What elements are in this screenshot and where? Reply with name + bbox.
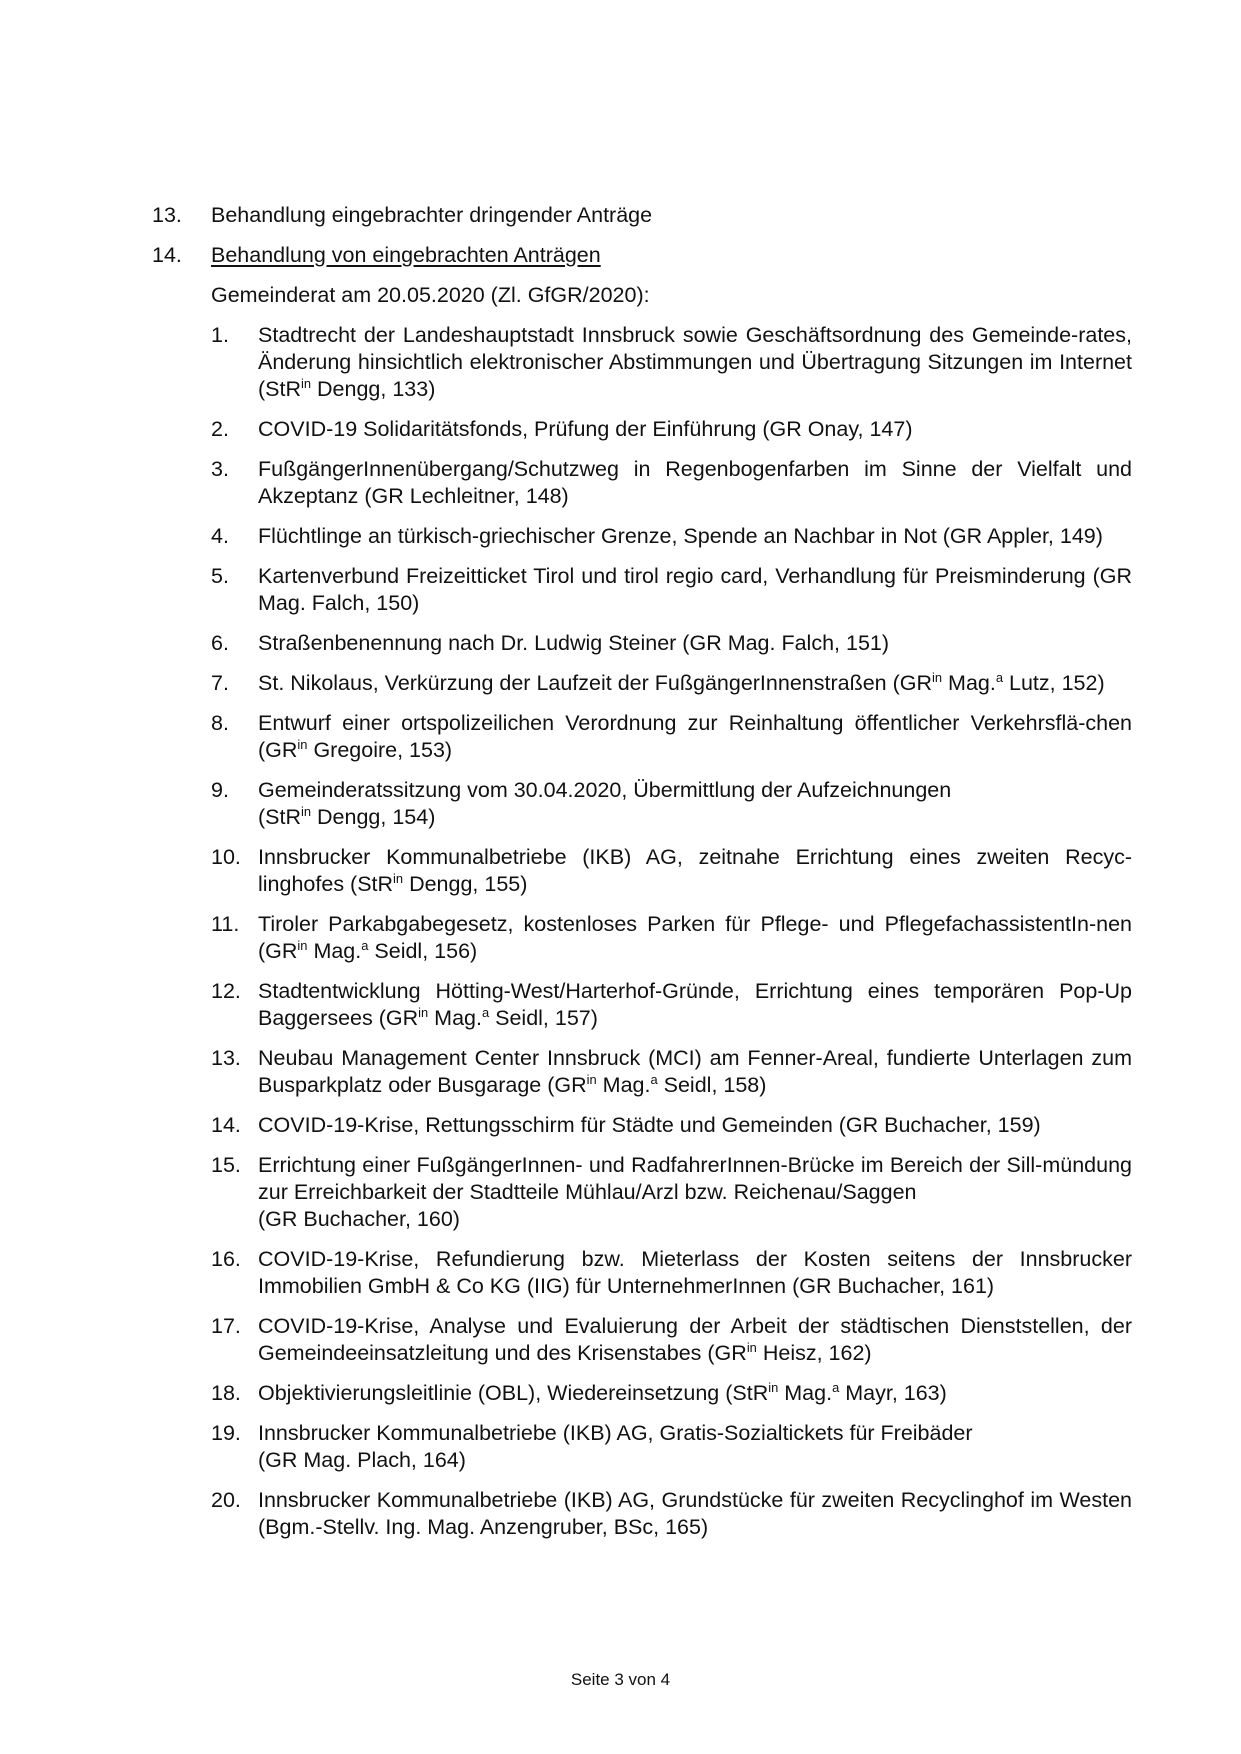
motion-text: Objektivierungsleitlinie (OBL), Wiedereinsetzung (StR$^{in}$ Mag.$^a$ Mayr, 163) xyxy=(258,1379,947,1405)
motion-text: Neubau Management Center Innsbruck (MCI) am Fenner-Areal, fundierte Unterlagen zum Busparkplatz oder Busgarage ($GR^{in}$ Mag.$^a$ Seidl, 158) xyxy=(258,1046,1132,1097)
motion-text: FußgängerInnenübergang/Schutzweg in Regenbogenfarben im Sinne der Vielfalt und Akzeptanz (GR Lechleitner, 148) xyxy=(258,457,1132,508)
motion-text: Straßenbenennung nach Dr. Ludwig Steiner (GR Mag. Falch, 151) xyxy=(258,631,890,655)
motion-number: 16. xyxy=(211,1247,241,1271)
motion-text: St. Nikolaus, Verkürzung der Laufzeit der FußgängerInnenstraßen ($GR^{in}$ Mag.$^a$ Lutz, 152) xyxy=(258,669,1105,695)
agenda-item-title: Behandlung eingebrachter dringender Anträge xyxy=(211,203,653,227)
motion-item xyxy=(211,670,1132,697)
motion-text: Stadtrecht der Landeshauptstadt Innsbruck sowie Geschäftsordnung des Gemeinde-rates, Änderung hinsichtlich elektronischer Abstimmungen und Übertragung Sitzungen im Internet (StR$^{in}$ Dengg, 133) xyxy=(258,323,1132,401)
motion-number: 6. xyxy=(211,631,229,655)
motion-text: Innsbrucker Kommunalbetriebe (IKB) AG, zeitnahe Errichtung eines zweiten Recyc-linghofes (StR$^{in}$ Dengg, 155) xyxy=(258,845,1132,896)
motion-number: 20. xyxy=(211,1488,241,1512)
agenda-content xyxy=(152,202,1132,1554)
agenda-item-13 xyxy=(152,202,1132,229)
motion-number: 3. xyxy=(211,457,229,481)
motion-item xyxy=(211,563,1132,617)
motion-number: 18. xyxy=(211,1381,241,1405)
motion-item xyxy=(211,523,1132,550)
motion-item xyxy=(211,1313,1132,1367)
motion-number: 2. xyxy=(211,417,229,441)
motion-item xyxy=(211,978,1132,1032)
motion-text: Kartenverbund Freizeitticket Tirol und tirol regio card, Verhandlung für Preisminderung (GR Mag. Falch, 150) xyxy=(258,564,1132,615)
agenda-item-number: 14. xyxy=(152,243,182,267)
motion-number: 5. xyxy=(211,564,229,588)
agenda-item-14 xyxy=(152,242,1132,269)
motion-item xyxy=(211,630,1132,657)
motion-text: Tiroler Parkabgabegesetz, kostenloses Parken für Pflege- und PflegefachassistentIn-nen ($GR^{in}$ Mag.$^a$ Seidl, 156) xyxy=(258,912,1132,963)
motion-item xyxy=(211,322,1132,403)
motion-item xyxy=(211,777,1132,831)
motion-item xyxy=(211,710,1132,764)
motion-text: COVID-19 Solidaritätsfonds, Prüfung der Einführung (GR Onay, 147) xyxy=(258,417,913,441)
motion-item xyxy=(211,1380,1132,1407)
motion-item xyxy=(211,1420,1132,1474)
motion-number: 11. xyxy=(211,912,240,936)
motion-text: COVID-19-Krise, Analyse und Evaluierung der Arbeit der städtischen Dienststellen, der Gemeindeeinsatzleitung und des Krisenstabes ($GR^{in}$ Heisz, 162) xyxy=(258,1314,1132,1365)
motion-item xyxy=(211,844,1132,898)
council-session-heading: Gemeinderat am 20.05.2020 (Zl. GfGR/2020): xyxy=(211,283,650,307)
motion-number: 8. xyxy=(211,711,229,735)
motion-text: Flüchtlinge an türkisch-griechischer Grenze, Spende an Nachbar in Not (GR Appler, 149) xyxy=(258,524,1103,548)
agenda-item-number: 13. xyxy=(152,203,182,227)
motion-number: 1. xyxy=(211,323,229,347)
motion-text: Gemeinderatssitzung vom 30.04.2020, Übermittlung der Aufzeichnungen (StR$^{in}$ Dengg, 154) xyxy=(258,778,952,829)
motion-number: 17. xyxy=(211,1314,241,1338)
motion-item xyxy=(211,416,1132,443)
motion-number: 12. xyxy=(211,979,241,1003)
motion-text: Innsbrucker Kommunalbetriebe (IKB) AG, Grundstücke für zweiten Recyclinghof im Westen (Bgm.-Stellv. Ing. Mag. Anzengruber, BSc, 165) xyxy=(258,1488,1132,1539)
motion-text: Entwurf einer ortspolizeilichen Verordnung zur Reinhaltung öffentlicher Verkehrsflä-chen ($GR^{in}$ Gregoire, 153) xyxy=(258,711,1132,762)
page-footer: Seite 3 von 4 xyxy=(570,1670,671,1689)
motion-item xyxy=(211,1246,1132,1300)
motion-number: 13. xyxy=(211,1046,241,1070)
motion-text: COVID-19-Krise, Refundierung bzw. Mieterlass der Kosten seitens der Innsbrucker Immobilien GmbH & Co KG (IIG) für UnternehmerInnen (GR Buchacher, 161) xyxy=(258,1247,1132,1298)
motion-item xyxy=(211,1152,1132,1233)
motion-number: 7. xyxy=(211,671,229,695)
agenda-item-title: Behandlung von eingebrachten Anträgen xyxy=(211,243,601,267)
motion-number: 9. xyxy=(211,778,229,802)
motion-item xyxy=(211,1045,1132,1099)
motion-number: 19. xyxy=(211,1421,241,1445)
motion-item xyxy=(211,1112,1132,1139)
motion-item xyxy=(211,456,1132,510)
motion-number: 10. xyxy=(211,845,241,869)
motion-number: 14. xyxy=(211,1113,241,1137)
motion-item xyxy=(211,1487,1132,1541)
motion-number: 4. xyxy=(211,524,229,548)
motion-list xyxy=(152,322,1132,1541)
motion-number: 15. xyxy=(211,1153,241,1177)
motion-text: Innsbrucker Kommunalbetriebe (IKB) AG, Gratis-Sozialtickets für Freibäder (GR Mag. Plach, 164) xyxy=(258,1421,973,1472)
motion-text: Errichtung einer FußgängerInnen- und RadfahrerInnen-Brücke im Bereich der Sill-mündung zur Erreichbarkeit der Stadtteile Mühlau/Arzl bzw. Reichenau/Saggen (GR Buchacher, 160) xyxy=(258,1153,1132,1231)
motion-text: Stadtentwicklung Hötting-West/Harterhof-Gründe, Errichtung eines temporären Pop-Up Baggersees ($GR^{in}$ Mag.$^a$ Seidl, 157) xyxy=(258,979,1132,1030)
motion-item xyxy=(211,911,1132,965)
motion-text: COVID-19-Krise, Rettungsschirm für Städte und Gemeinden (GR Buchacher, 159) xyxy=(258,1113,1041,1137)
